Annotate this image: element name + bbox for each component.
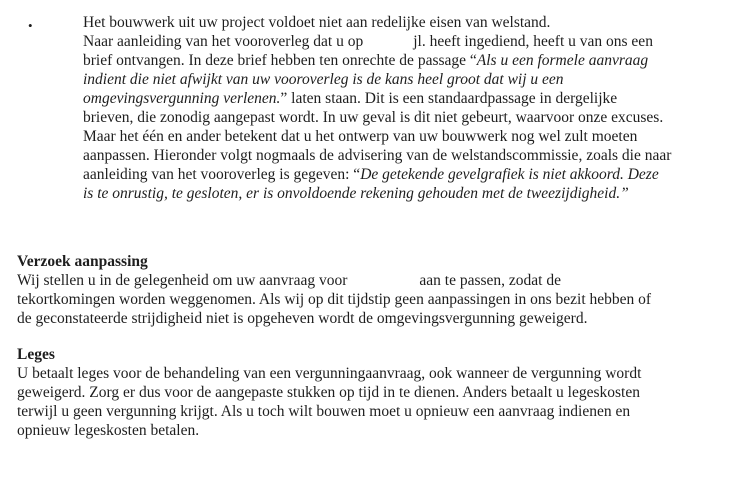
text-segment: Naar aanleiding van het vooroverleg dat u op — [83, 33, 364, 50]
text-segment: brieven, die zonodig aangepast wordt. In uw geval is dit niet gebeurt, waarvoor onze excuses. — [83, 109, 664, 126]
redacted-blank-gap — [363, 45, 413, 46]
text-line — [83, 184, 671, 203]
text-segment: De getekende gevelgrafiek is niet akkoord. Deze — [360, 166, 659, 183]
text-line — [17, 402, 641, 421]
text-line — [17, 271, 651, 290]
text-segment: aanleiding van het vooroverleg is gegeven: “ — [83, 166, 361, 183]
text-segment: Wij stellen u in de gelegenheid om uw aanvraag voor — [17, 272, 348, 289]
text-line — [17, 290, 651, 309]
text-line — [17, 383, 641, 402]
text-line — [83, 146, 671, 165]
text-segment: indient die niet afwijkt van uw vooroverleg is de kans heel groot dat wij u een — [83, 71, 564, 88]
text-line — [83, 89, 671, 108]
section-body-verzoek-aanpassing — [17, 271, 651, 328]
section-body-leges — [17, 364, 641, 440]
text-segment: jl. heeft ingediend, heeft u van ons een — [413, 33, 653, 50]
section-heading-verzoek-aanpassing: Verzoek aanpassing — [17, 253, 148, 270]
section-heading-leges: Leges — [17, 346, 55, 363]
text-segment: aanpassen. Hieronder volgt nogmaals de advisering van de welstandscommissie, zoals die naar — [83, 147, 672, 164]
text-line — [83, 127, 671, 146]
text-line — [17, 309, 651, 328]
bullet-paragraph — [83, 13, 671, 203]
section-verzoek-aanpassing — [17, 252, 651, 328]
text-line — [83, 13, 671, 32]
text-segment: brief ontvangen. In deze brief hebben ten onrechte de passage “ — [83, 52, 477, 69]
text-segment: omgevingsvergunning verlenen. — [83, 90, 281, 107]
text-segment: tekortkomingen worden weggenomen. Als wij op dit tijdstip geen aanpassingen in ons bezit hebben of — [17, 291, 652, 308]
text-line — [83, 108, 671, 127]
text-segment: opnieuw legeskosten betalen. — [17, 422, 200, 439]
text-line — [17, 364, 641, 383]
redacted-blank-gap — [347, 284, 419, 285]
text-line — [83, 32, 671, 51]
text-segment: Maar het één en ander betekent dat u het ontwerp van uw bouwwerk nog wel zult moeten — [83, 128, 638, 145]
section-leges — [17, 345, 641, 440]
text-segment: terwijl u geen vergunning krijgt. Als u toch wilt bouwen moet u opnieuw een aanvraag indienen en — [17, 403, 631, 420]
text-segment: ” laten staan. Dit is een standaardpassage in dergelijke — [280, 90, 618, 107]
text-line — [83, 70, 671, 89]
text-line — [83, 165, 671, 184]
text-segment: aan te passen, zodat de — [419, 272, 561, 289]
text-segment: de geconstateerde strijdigheid niet is opgeheven wordt de omgevingsvergunning geweigerd. — [17, 310, 588, 327]
bullet-marker: • — [28, 18, 33, 33]
text-line — [83, 51, 671, 70]
text-line — [17, 421, 641, 440]
text-segment: Het bouwwerk uit uw project voldoet niet aan redelijke eisen van welstand. — [83, 14, 551, 31]
text-segment: Als u een formele aanvraag — [476, 52, 649, 69]
text-segment: U betaalt leges voor de behandeling van een vergunningaanvraag, ook wanneer de vergunning wordt — [17, 365, 642, 382]
text-segment: is te onrustig, te gesloten, er is onvoldoende rekening gehouden met de tweezijdigheid.” — [83, 185, 629, 202]
text-segment: geweigerd. Zorg er dus voor de aangepaste stukken op tijd in te dienen. Anders betaalt u legeskosten — [17, 384, 640, 401]
